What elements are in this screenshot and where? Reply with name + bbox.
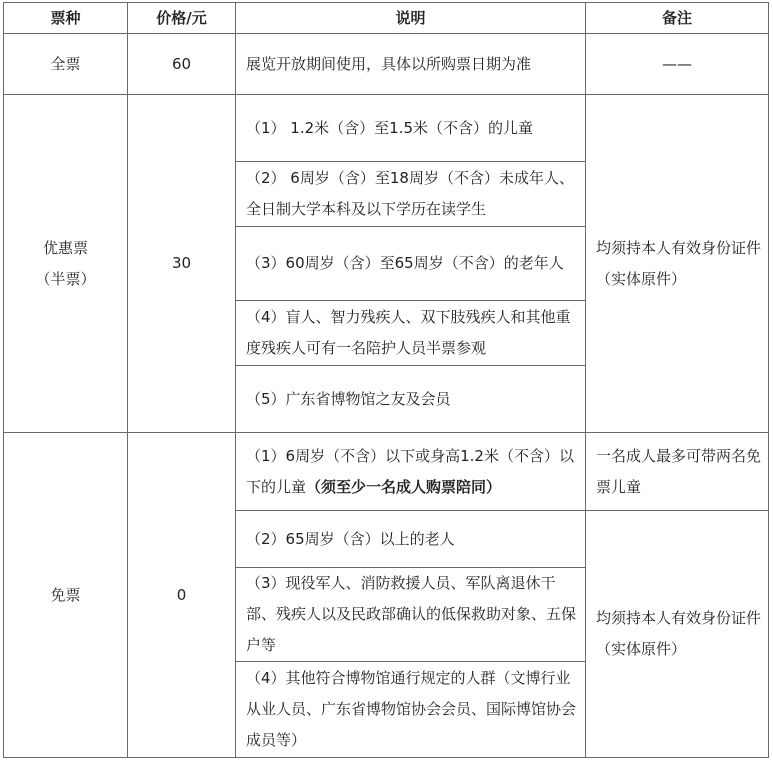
full-ticket-type: 全票 [50,54,81,73]
full-ticket-description: 展览开放期间使用，具体以所购票日期为准 [246,54,532,73]
header-description: 说明 [395,8,426,27]
header-price: 价格/元 [156,8,207,27]
ticket-table [3,2,769,758]
half-ticket-note: 均须持本人有效身份证件（实体原件） [596,238,762,288]
half-ticket-condition: （1） 1.2米（含）至1.5米（不含）的儿童 [246,118,534,137]
half-ticket-condition: （5）广东省博物馆之友及会员 [246,389,451,408]
free-ticket-type: 免票 [50,585,81,604]
free-ticket-condition: （2）65周岁（含）以上的老人 [246,529,455,548]
free-ticket-id-note: 均须持本人有效身份证件（实体原件） [596,609,762,658]
full-ticket-price: 60 [171,54,192,73]
half-ticket-price: 30 [171,254,192,272]
half-ticket-condition: （4）盲人、智力残疾人、双下肢残疾人和其他重度残疾人可有一名陪护人员半票参观 [246,308,571,357]
half-ticket-condition: （3）60周岁（含）至65周岁（不含）的老年人 [246,254,564,272]
free-ticket-condition: （4）其他符合博物馆通行规定的人群（文博行业从业人员、广东省博物馆协会会员、国际博馆协会成员等） [246,669,577,749]
full-ticket-note: —— [662,54,692,73]
free-ticket-condition [236,433,585,510]
header-note: 备注 [661,8,692,27]
free-ticket-condition: （3）现役军人、消防救援人员、军队离退休干部、残疾人以及民政部确认的低保救助对象、五保户等 [246,574,577,654]
free-ticket-condition-text: （1）6周岁（不含）以下或身高1.2米（不含）以下的儿童 [246,446,574,496]
free-ticket-child-limit-note: 一名成人最多可带两名免票儿童 [596,446,762,496]
header-ticket-type: 票种 [50,8,81,27]
half-ticket-type-line1: 优惠票 [42,238,88,257]
table-border [3,757,769,758]
free-ticket-accompany-note: （须至少一名成人购票陪同） [306,477,502,496]
free-ticket-price: 0 [176,585,187,604]
half-ticket-type-line2: （半票） [35,269,96,288]
table-border [768,2,769,758]
half-ticket-type [4,95,127,432]
half-ticket-condition: （2） 6周岁（含）至18周岁（不含）未成年人、全日制大学本科及以下学历在读学生 [246,169,574,218]
